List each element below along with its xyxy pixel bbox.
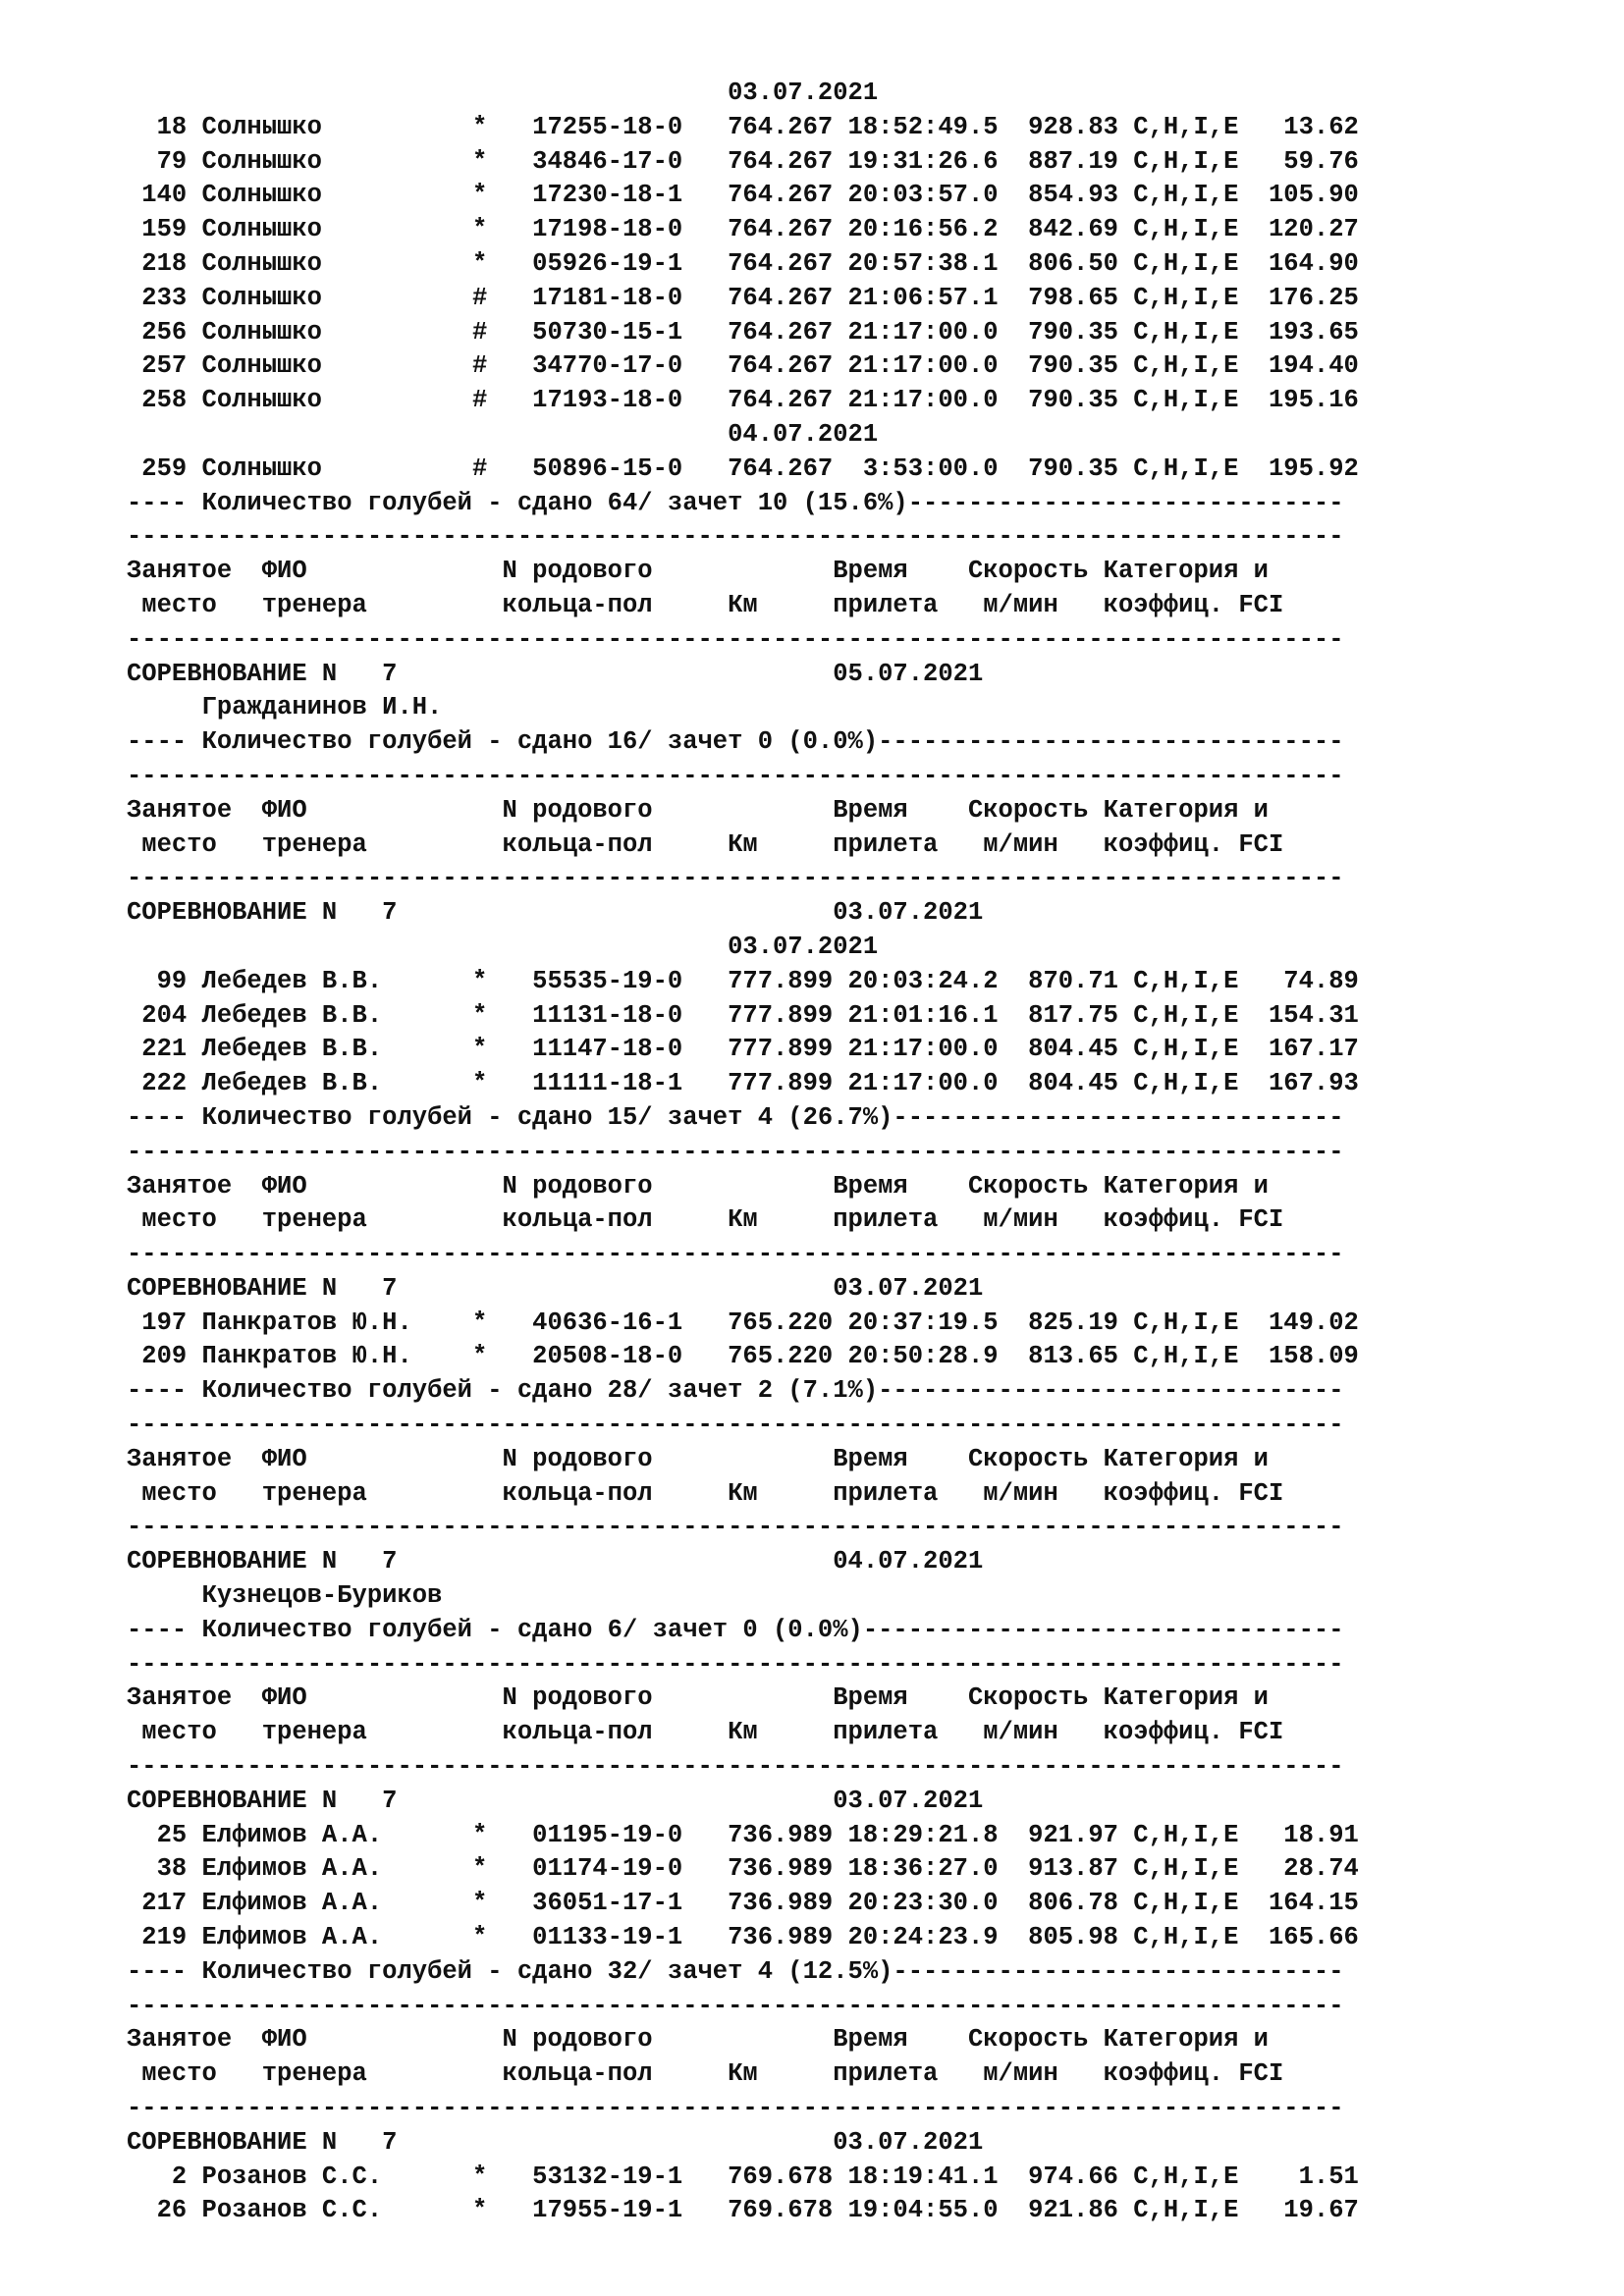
competition-header: СОРЕВНОВАНИЕ N 7 05.07.2021 xyxy=(127,659,984,688)
result-row: 204 Лебедев В.В. * 11131-18-0 777.899 21:01:16.1 817.75 C,H,I,E 154.31 xyxy=(127,1000,1359,1030)
separator-line: --------------------------------------------------------------------------------- xyxy=(127,1240,1344,1269)
result-row: 140 Солнышко * 17230-18-1 764.267 20:03:57.0 854.93 C,H,I,E 105.90 xyxy=(127,181,1359,210)
summary-line: ---- Количество голубей - сдано 32/ зачет 4 (12.5%)------------------------------ xyxy=(127,1956,1344,1986)
separator-line: --------------------------------------------------------------------------------- xyxy=(127,1649,1344,1679)
result-row: 217 Елфимов А.А. * 36051-17-1 736.989 20:23:30.0 806.78 C,H,I,E 164.15 xyxy=(127,1889,1359,1918)
column-header: Занятое ФИО N родового Время Скорость Категория и xyxy=(127,557,1269,586)
column-header: место тренера кольца-пол Км прилета м/мин коэффиц. FCI xyxy=(127,1478,1284,1508)
result-row: 218 Солнышко * 05926-19-1 764.267 20:57:38.1 806.50 C,H,I,E 164.90 xyxy=(127,248,1359,278)
results-document xyxy=(127,77,1359,2228)
competition-header: СОРЕВНОВАНИЕ N 7 03.07.2021 xyxy=(127,1786,984,1815)
result-row: 258 Солнышко # 17193-18-0 764.267 21:17:00.0 790.35 C,H,I,E 195.16 xyxy=(127,386,1359,415)
result-row: 209 Панкратов Ю.Н. * 20508-18-0 765.220 20:50:28.9 813.65 C,H,I,E 158.09 xyxy=(127,1342,1359,1371)
summary-line: ---- Количество голубей - сдано 64/ зачет 10 (15.6%)----------------------------- xyxy=(127,488,1344,517)
competition-header: СОРЕВНОВАНИЕ N 7 03.07.2021 xyxy=(127,1273,984,1303)
column-header: место тренера кольца-пол Км прилета м/мин коэффиц. FCI xyxy=(127,590,1284,619)
column-header: Занятое ФИО N родового Время Скорость Категория и xyxy=(127,1683,1269,1713)
separator-line: --------------------------------------------------------------------------------- xyxy=(127,1411,1344,1440)
result-row: 222 Лебедев В.В. * 11111-18-1 777.899 21:17:00.0 804.45 C,H,I,E 167.93 xyxy=(127,1069,1359,1098)
fancier-name: Кузнецов-Буриков xyxy=(127,1581,443,1611)
date-line: 03.07.2021 xyxy=(127,932,879,961)
column-header: Занятое ФИО N родового Время Скорость Категория и xyxy=(127,1171,1269,1201)
fancier-name: Гражданинов И.Н. xyxy=(127,693,443,722)
summary-line: ---- Количество голубей - сдано 15/ зачет 4 (26.7%)------------------------------ xyxy=(127,1102,1344,1132)
result-row: 233 Солнышко # 17181-18-0 764.267 21:06:57.1 798.65 C,H,I,E 176.25 xyxy=(127,283,1359,312)
result-row: 18 Солнышко * 17255-18-0 764.267 18:52:49.5 928.83 C,H,I,E 13.62 xyxy=(127,112,1359,141)
separator-line: --------------------------------------------------------------------------------- xyxy=(127,522,1344,552)
summary-line: ---- Количество голубей - сдано 6/ зачет 0 (0.0%)-------------------------------- xyxy=(127,1615,1344,1644)
column-header: место тренера кольца-пол Км прилета м/мин коэффиц. FCI xyxy=(127,829,1284,859)
competition-header: СОРЕВНОВАНИЕ N 7 03.07.2021 xyxy=(127,2127,984,2157)
result-row: 221 Лебедев В.В. * 11147-18-0 777.899 21:17:00.0 804.45 C,H,I,E 167.17 xyxy=(127,1035,1359,1064)
result-row: 259 Солнышко # 50896-15-0 764.267 3:53:00.0 790.35 C,H,I,E 195.92 xyxy=(127,454,1359,483)
competition-header: СОРЕВНОВАНИЕ N 7 03.07.2021 xyxy=(127,898,984,928)
column-header: место тренера кольца-пол Км прилета м/мин коэффиц. FCI xyxy=(127,1205,1284,1235)
separator-line: --------------------------------------------------------------------------------- xyxy=(127,624,1344,654)
result-row: 38 Елфимов А.А. * 01174-19-0 736.989 18:36:27.0 913.87 C,H,I,E 28.74 xyxy=(127,1854,1359,1884)
date-line: 04.07.2021 xyxy=(127,419,879,449)
column-header: место тренера кольца-пол Км прилета м/мин коэффиц. FCI xyxy=(127,2059,1284,2089)
result-row: 257 Солнышко # 34770-17-0 764.267 21:17:00.0 790.35 C,H,I,E 194.40 xyxy=(127,351,1359,381)
column-header: место тренера кольца-пол Км прилета м/мин коэффиц. FCI xyxy=(127,1718,1284,1747)
separator-line: --------------------------------------------------------------------------------- xyxy=(127,2094,1344,2123)
result-row: 159 Солнышко * 17198-18-0 764.267 20:16:56.2 842.69 C,H,I,E 120.27 xyxy=(127,215,1359,244)
result-row: 256 Солнышко # 50730-15-1 764.267 21:17:00.0 790.35 C,H,I,E 193.65 xyxy=(127,317,1359,347)
result-row: 26 Розанов С.С. * 17955-19-1 769.678 19:04:55.0 921.86 C,H,I,E 19.67 xyxy=(127,2196,1359,2225)
column-header: Занятое ФИО N родового Время Скорость Категория и xyxy=(127,1444,1269,1473)
result-row: 25 Елфимов А.А. * 01195-19-0 736.989 18:29:21.8 921.97 C,H,I,E 18.91 xyxy=(127,1820,1359,1849)
result-row: 219 Елфимов А.А. * 01133-19-1 736.989 20:24:23.9 805.98 C,H,I,E 165.66 xyxy=(127,1923,1359,1952)
result-row: 99 Лебедев В.В. * 55535-19-0 777.899 20:03:24.2 870.71 C,H,I,E 74.89 xyxy=(127,966,1359,995)
result-row: 197 Панкратов Ю.Н. * 40636-16-1 765.220 20:37:19.5 825.19 C,H,I,E 149.02 xyxy=(127,1308,1359,1337)
result-row: 79 Солнышко * 34846-17-0 764.267 19:31:26.6 887.19 C,H,I,E 59.76 xyxy=(127,146,1359,176)
summary-line: ---- Количество голубей - сдано 28/ зачет 2 (7.1%)------------------------------- xyxy=(127,1376,1344,1406)
column-header: Занятое ФИО N родового Время Скорость Категория и xyxy=(127,2025,1269,2055)
separator-line: --------------------------------------------------------------------------------- xyxy=(127,864,1344,893)
competition-header: СОРЕВНОВАНИЕ N 7 04.07.2021 xyxy=(127,1547,984,1576)
summary-line: ---- Количество голубей - сдано 16/ зачет 0 (0.0%)------------------------------- xyxy=(127,727,1344,757)
separator-line: --------------------------------------------------------------------------------- xyxy=(127,1137,1344,1166)
separator-line: --------------------------------------------------------------------------------- xyxy=(127,1752,1344,1782)
result-row: 2 Розанов С.С. * 53132-19-1 769.678 18:19:41.1 974.66 C,H,I,E 1.51 xyxy=(127,2162,1359,2191)
separator-line: --------------------------------------------------------------------------------- xyxy=(127,761,1344,790)
separator-line: --------------------------------------------------------------------------------- xyxy=(127,1991,1344,2020)
date-line: 03.07.2021 xyxy=(127,79,879,107)
separator-line: --------------------------------------------------------------------------------- xyxy=(127,1513,1344,1542)
column-header: Занятое ФИО N родового Время Скорость Категория и xyxy=(127,795,1269,825)
